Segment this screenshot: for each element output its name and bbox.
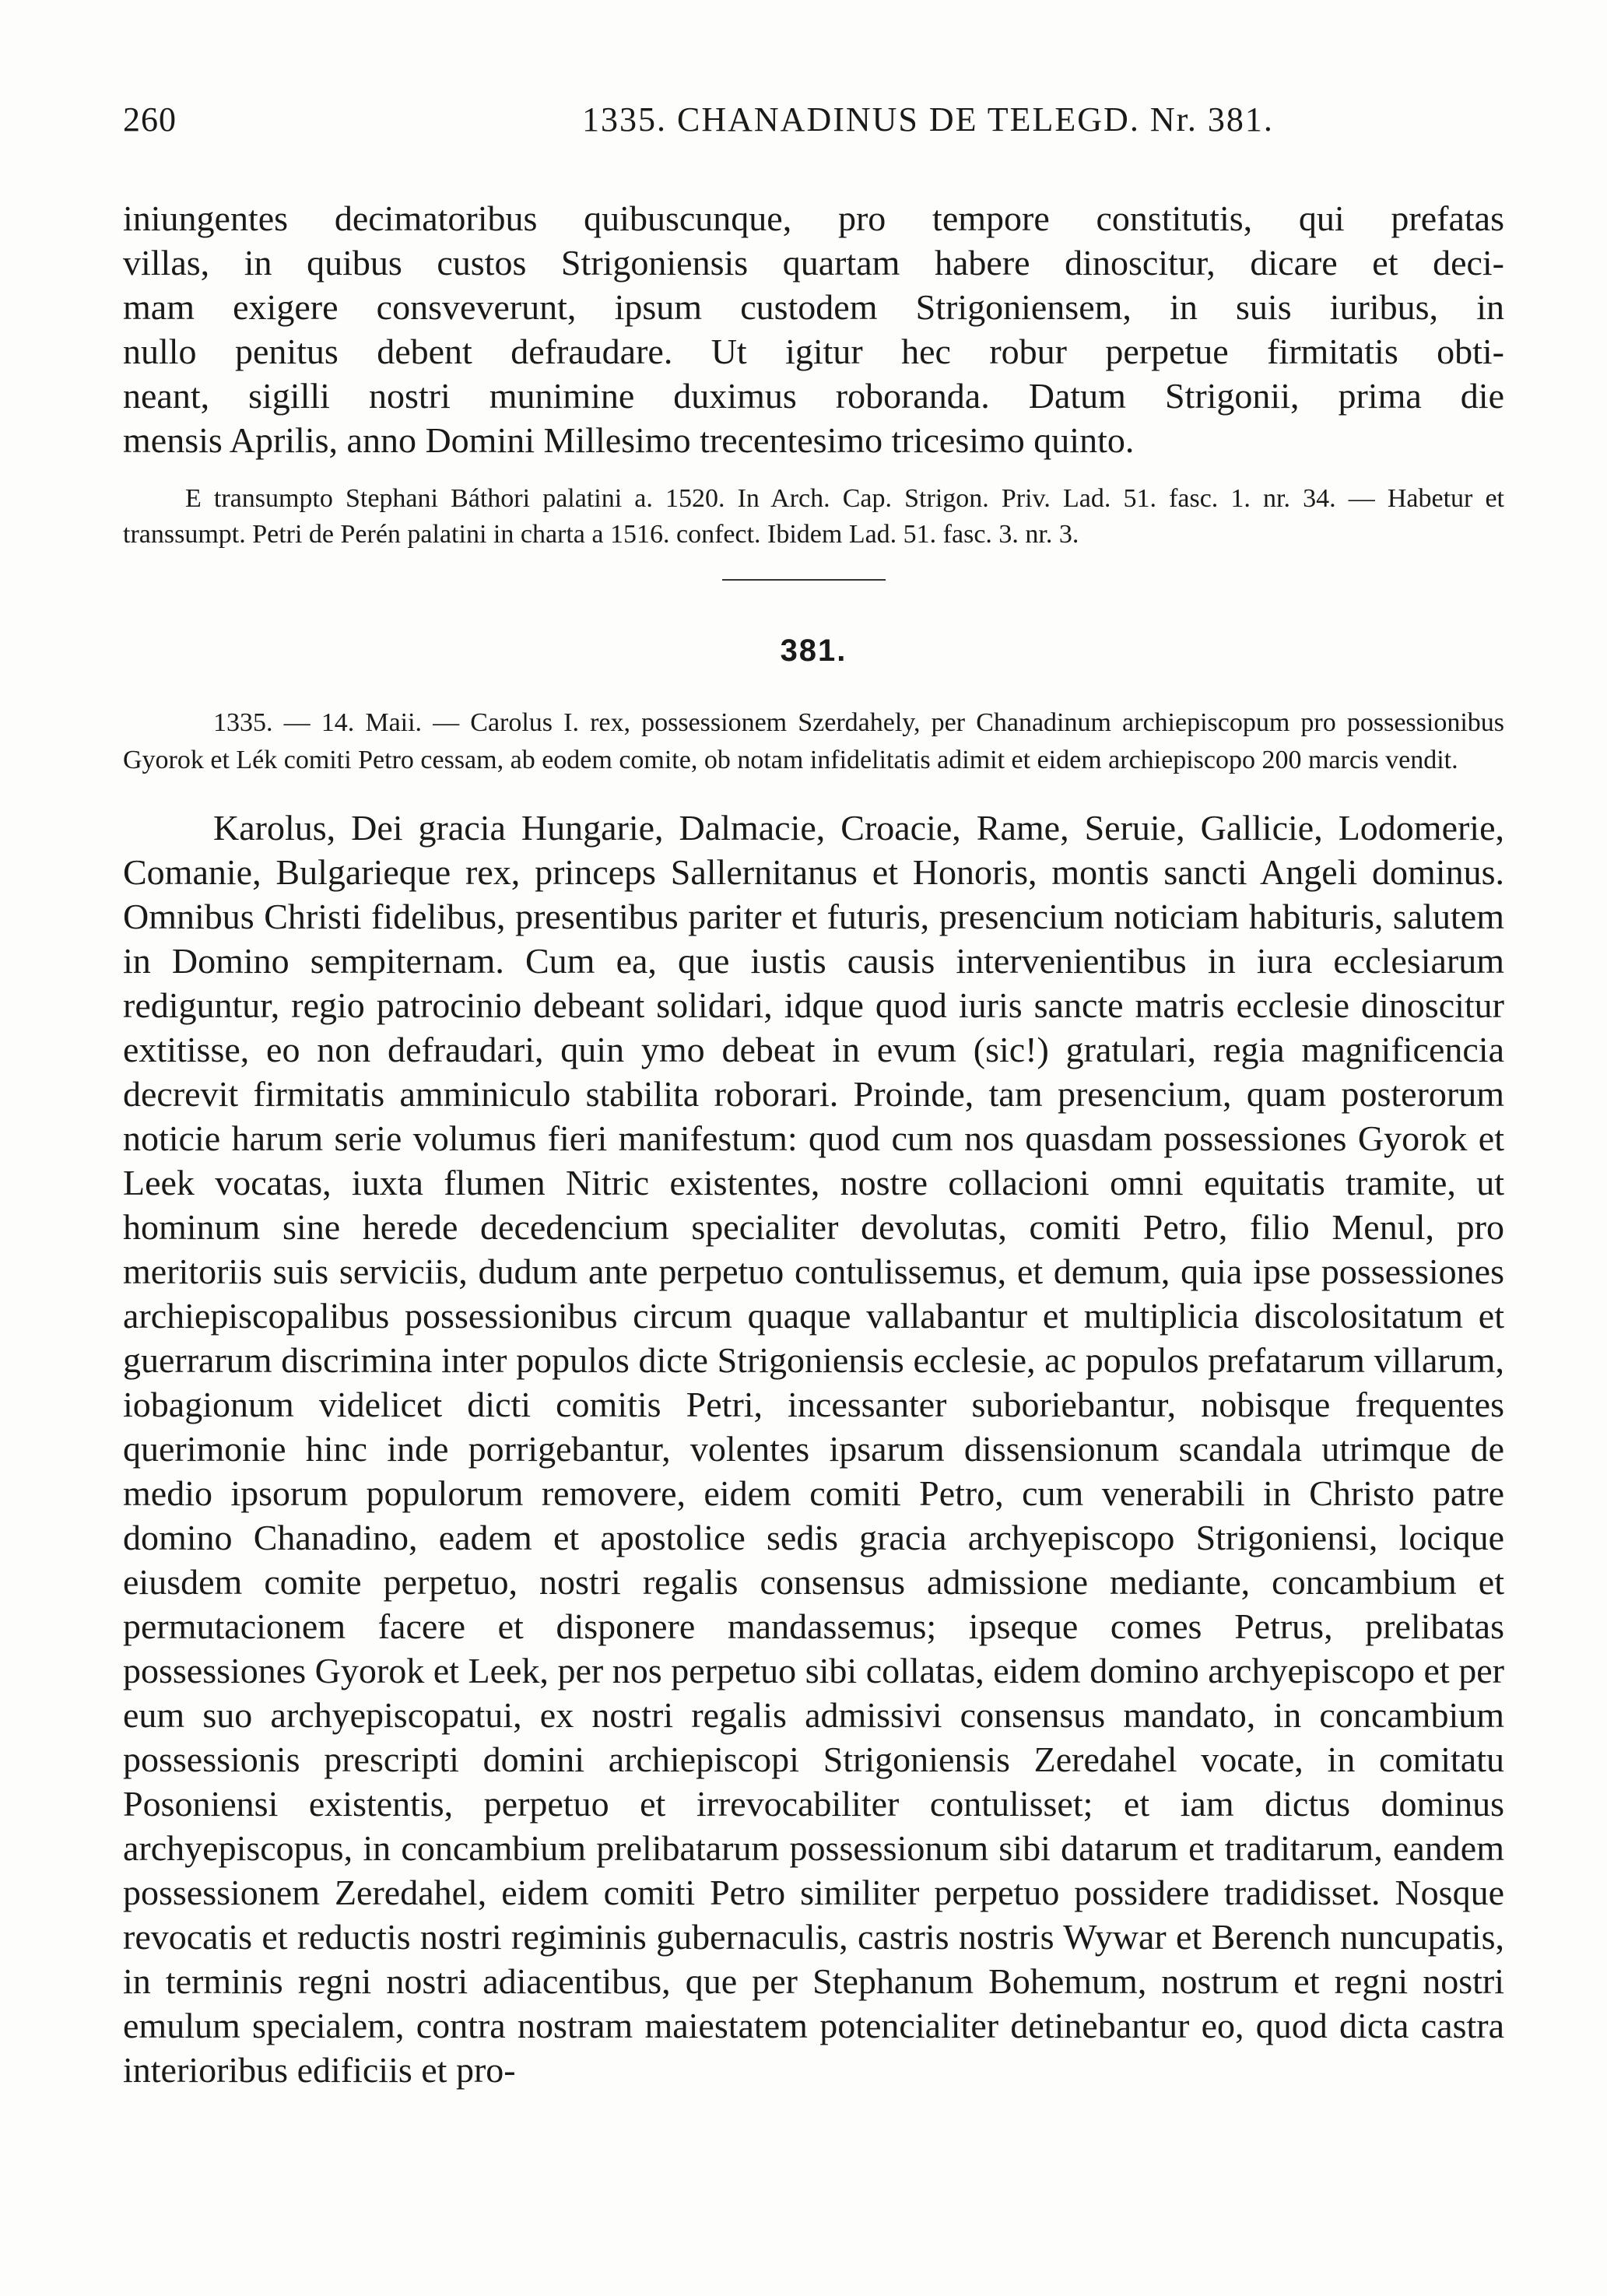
text-line: nullo penitus debent defraudare. Ut igitur hec robur perpetue firmitatis obti- bbox=[123, 332, 1504, 371]
regest-summary: 1335. — 14. Maii. — Carolus I. rex, possessionem Szerdahely, per Chanadinum archiepiscopum pro possessionibus Gyorok et Lék comiti Petro cessam, ab eodem comite, ob notam infidelitatis adimit et eidem archiepiscopo 200 marcis vendit. bbox=[123, 708, 1504, 774]
text-line: mensis Aprilis, anno Domini Millesimo trecentesimo tricesimo quinto. bbox=[123, 420, 1135, 460]
section-divider bbox=[722, 579, 886, 581]
text-line: neant, sigilli nostri munimine duximus roboranda. Datum Strigonii, prima die bbox=[123, 376, 1504, 416]
document-page bbox=[123, 100, 1504, 2128]
charter-text: Karolus, Dei gracia Hungarie, Dalmacie, Croacie, Rame, Seruie, Gallicie, Lodomerie, Comanie, Bulgarieque rex, princeps Sallernitanus et Honoris, montis sancti Angeli dominus. Omnibus Christi fidelibus, presentibus pariter et futuris, presencium noticiam habituris, salutem in Domino sempiternam. Cum ea, que iustis causis intervenientibus in iura ecclesiarum rediguntur, regio patrocinio debeant solidari, idque quod iuris sancte matris ecclesie dinoscitur extitisse, eo non defraudari, quin ymo debeat in evum (sic!) gratulari, regia magnificencia decrevit firmitatis amminiculo stabilita roborari. Proinde, tam presencium, quam posterorum noticie harum serie volumus fieri manifestum: quod cum nos quasdam possessiones Gyorok et Leek vocatas, iuxta flumen Nitric existentes, nostre collacioni omni equitatis tramite, ut hominum sine herede decedencium specialiter devolutas, comiti Petro, filio Menul, pro meritoriis suis serviciis, dudum ante perpetuo contulissemus, et demum, quia ipse possessiones archiepiscopalibus possessionibus circum quaque vallabantur et multiplicia discolositatum et guerrarum discrimina inter populos dicte Strigoniensis ecclesie, ac populos prefatarum villarum, iobagionum videlicet dicti comitis Petri, incessanter suboriebantur, nobisque frequentes querimonie hinc inde porrigebantur, volentes ipsarum dissensionum scandala utrimque de medio ipsorum populorum removere, eidem comiti Petro, cum venerabili in Christo patre domino Chanadino, eadem et apostolice sedis gracia archyepiscopo Strigoniensi, locique eiusdem comite perpetuo, nostri regalis consensus admissione mediante, concambium et permutacionem facere et disponere mandassemus; ipseque comes Petrus, prelibatas possessiones Gyorok et Leek, per nos perpetuo sibi collatas, eidem domino archyepiscopo et per eum suo archyepiscopatui, ex nostri regalis admissivi consensus mandato, in concambium possessionis prescripti domini archiepiscopi Strigoniensis Zeredahel vocate, in comitatu Posoniensi existentis, perpetuo et irrevocabiliter contulisset; et iam dictus dominus archyepiscopus, in concambium prelibatarum possessionum sibi datarum et traditarum, eandem possessionem Zeredahel, eidem comiti Petro similiter perpetuo possidere tradidisset. Nosque revocatis et reductis nostri regiminis gubernaculis, castris nostris Wywar et Berench nuncupatis, in terminis regni nostri adiacentibus, que per Stephanum Bohemum, nostrum et regni nostri emulum specialem, contra nostram maiestatem potencialiter detinebantur eo, quod dicta castra interioribus edificiis et pro- bbox=[123, 808, 1504, 2090]
page-number: 260 bbox=[123, 100, 177, 139]
continued-text bbox=[123, 196, 1504, 462]
running-header bbox=[123, 100, 1504, 149]
document-number: 381. bbox=[780, 634, 847, 668]
running-title: 1335. CHANADINUS DE TELEGD. Nr. 381. bbox=[582, 100, 1274, 139]
text-line: villas, in quibus custos Strigoniensis quartam habere dinoscitur, dicare et deci- bbox=[123, 243, 1504, 283]
text-line: iniungentes decimatoribus quibuscunque, pro tempore constitutis, qui prefatas bbox=[123, 198, 1504, 238]
text-line: mam exigere consveverunt, ipsum custodem Strigoniensem, in suis iuribus, in bbox=[123, 287, 1504, 327]
source-note: E transumpto Stephani Báthori palatini a. 1520. In Arch. Cap. Strigon. Priv. Lad. 51. fasc. 1. nr. 34. — Habetur et transsumpt. Petri de Perén palatini in charta a 1516. confect. Ibidem Lad. 51. fasc. 3. nr. 3. bbox=[123, 484, 1504, 549]
